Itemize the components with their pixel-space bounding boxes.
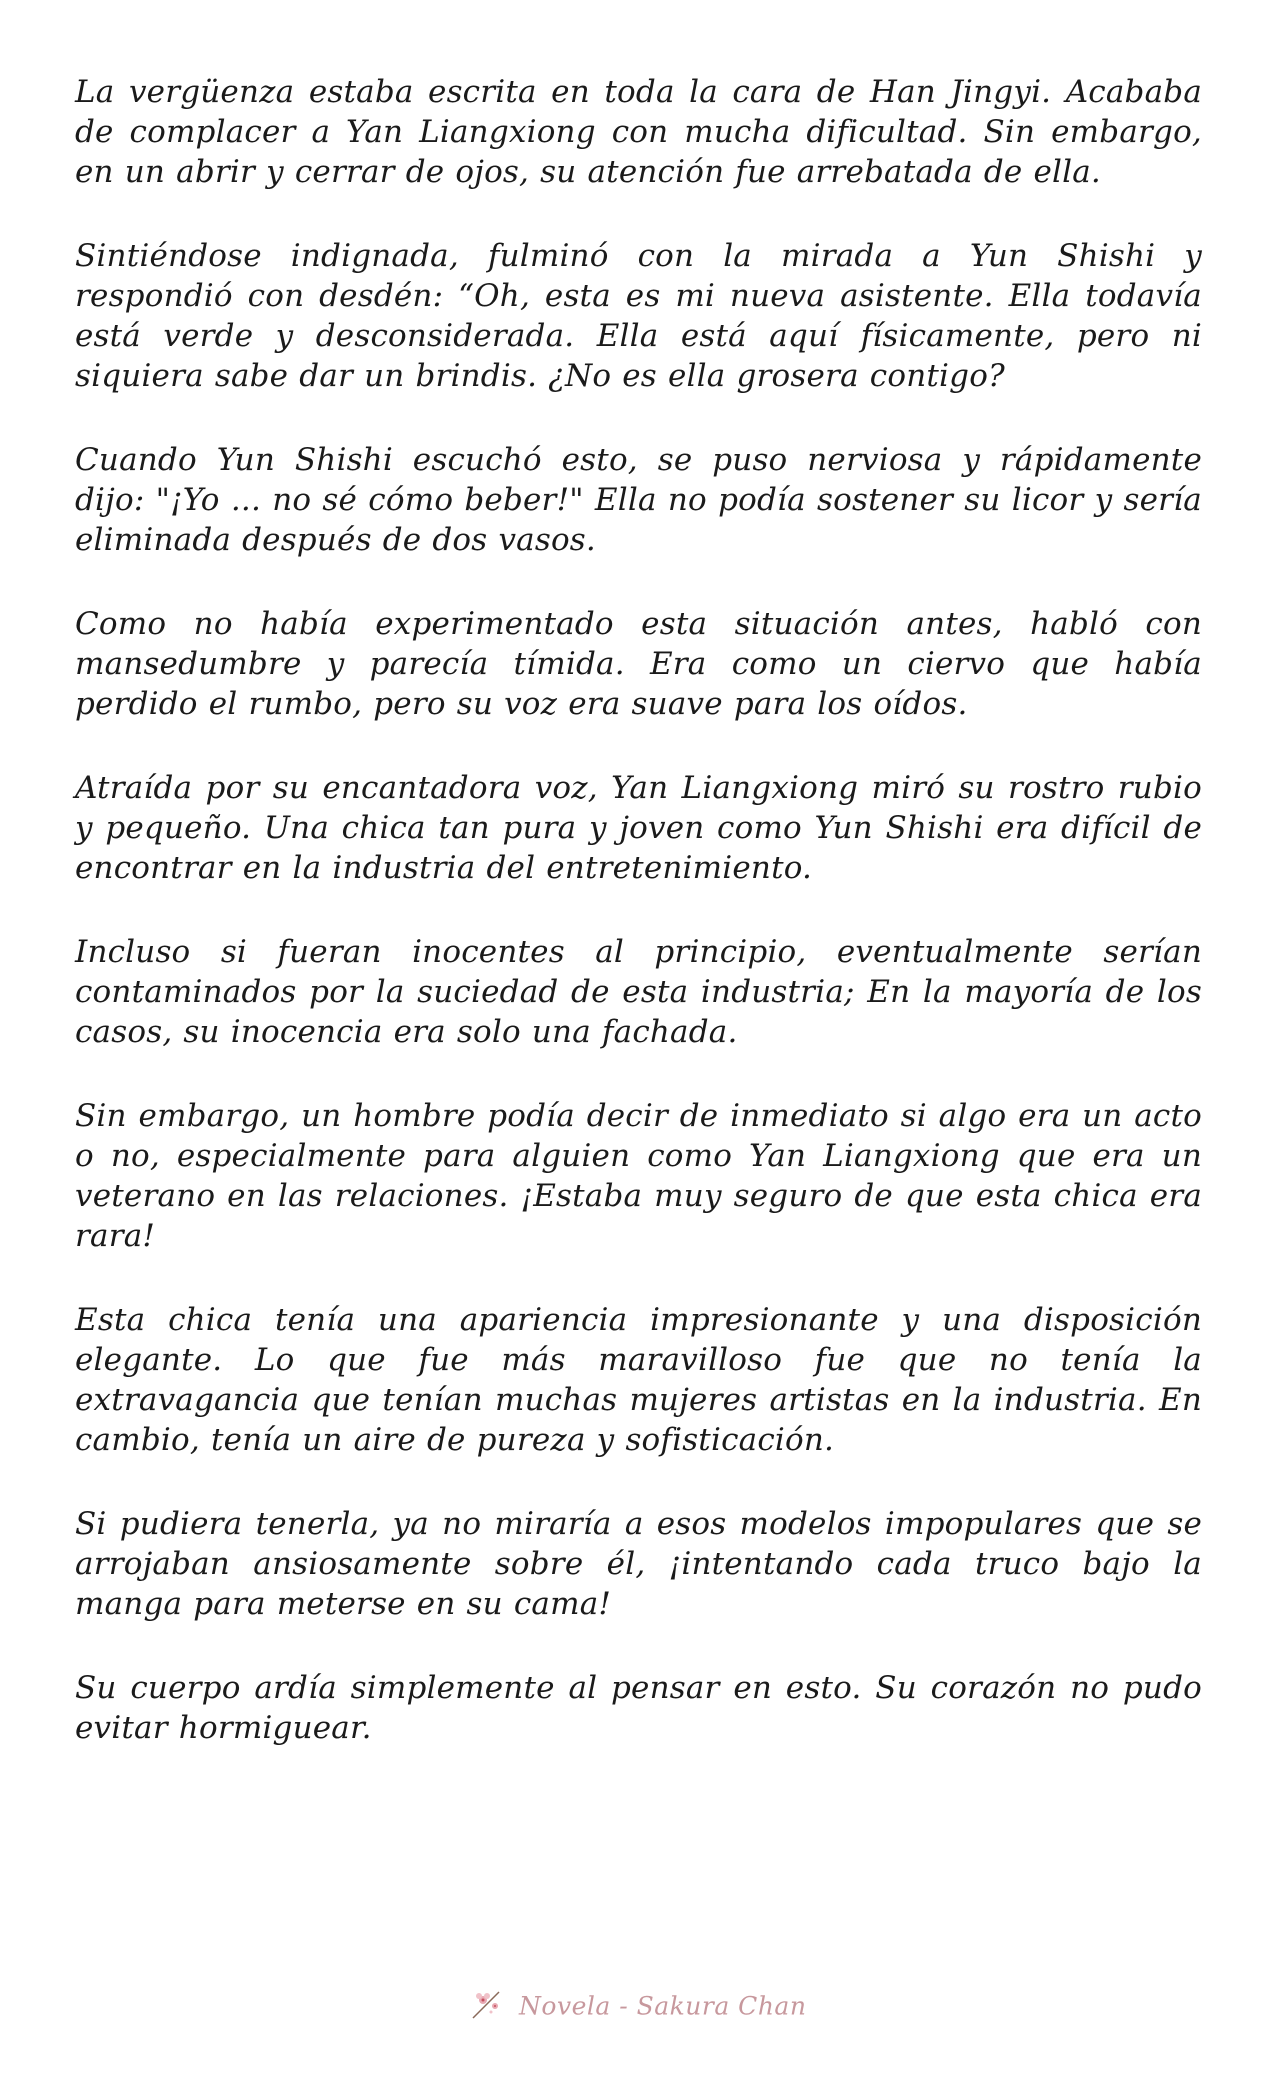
paragraph: Si pudiera tenerla, ya no miraría a esos modelos impopulares que se arrojaban ansiosamente sobre él, ¡intentando cada truco bajo la manga para meterse en su cama! (75, 1506, 1202, 1622)
paragraph: Esta chica tenía una apariencia impresionante y una disposición elegante. Lo que fue más maravilloso fue que no tenía la extravagancia que tenían muchas mujeres artistas en la industria. En cambio, tenía un aire de pureza y sofisticación. (75, 1302, 1202, 1458)
paragraph: Su cuerpo ardía simplemente al pensar en esto. Su corazón no pudo evitar hormiguear. (75, 1670, 1202, 1746)
paragraph: Sin embargo, un hombre podía decir de inmediato si algo era un acto o no, especialmente para alguien como Yan Liangxiong que era un veterano en las relaciones. ¡Estaba muy seguro de que esta chica era rara! (75, 1098, 1202, 1254)
paragraph: Como no había experimentado esta situación antes, habló con mansedumbre y parecía tímida. Era como un ciervo que había perdido el rumbo, pero su voz era suave para los oídos. (75, 606, 1202, 722)
paragraph: Sintiéndose indignada, fulminó con la mirada a Yun Shishi y respondió con desdén: “Oh, esta es mi nueva asistente. Ella todavía está verde y desconsiderada. Ella está aquí físicamente, pero ni siquiera sabe dar un brindis. ¿No es ella grosera contigo? (75, 238, 1202, 394)
paragraph: Incluso si fueran inocentes al principio, eventualmente serían contaminados por la suciedad de esta industria; En la mayoría de los casos, su inocencia era solo una fachada. (75, 934, 1202, 1050)
footer-text: Novela - Sakura Chan (519, 1991, 807, 2021)
footer-watermark (0, 1990, 1275, 2026)
paragraph: La vergüenza estaba escrita en toda la cara de Han Jingyi. Acababa de complacer a Yan Liangxiong con mucha dificultad. Sin embargo, en un abrir y cerrar de ojos, su atención fue arrebatada de ella. (75, 74, 1202, 190)
cherry-blossom-icon (469, 1986, 505, 2022)
paragraph: Atraída por su encantadora voz, Yan Liangxiong miró su rostro rubio y pequeño. Una chica tan pura y joven como Yun Shishi era difícil de encontrar en la industria del entretenimiento. (75, 770, 1202, 886)
story-text (75, 72, 1202, 1748)
paragraph: Cuando Yun Shishi escuchó esto, se puso nerviosa y rápidamente dijo: "¡Yo ... no sé cómo beber!" Ella no podía sostener su licor y sería eliminada después de dos vasos. (75, 442, 1202, 558)
